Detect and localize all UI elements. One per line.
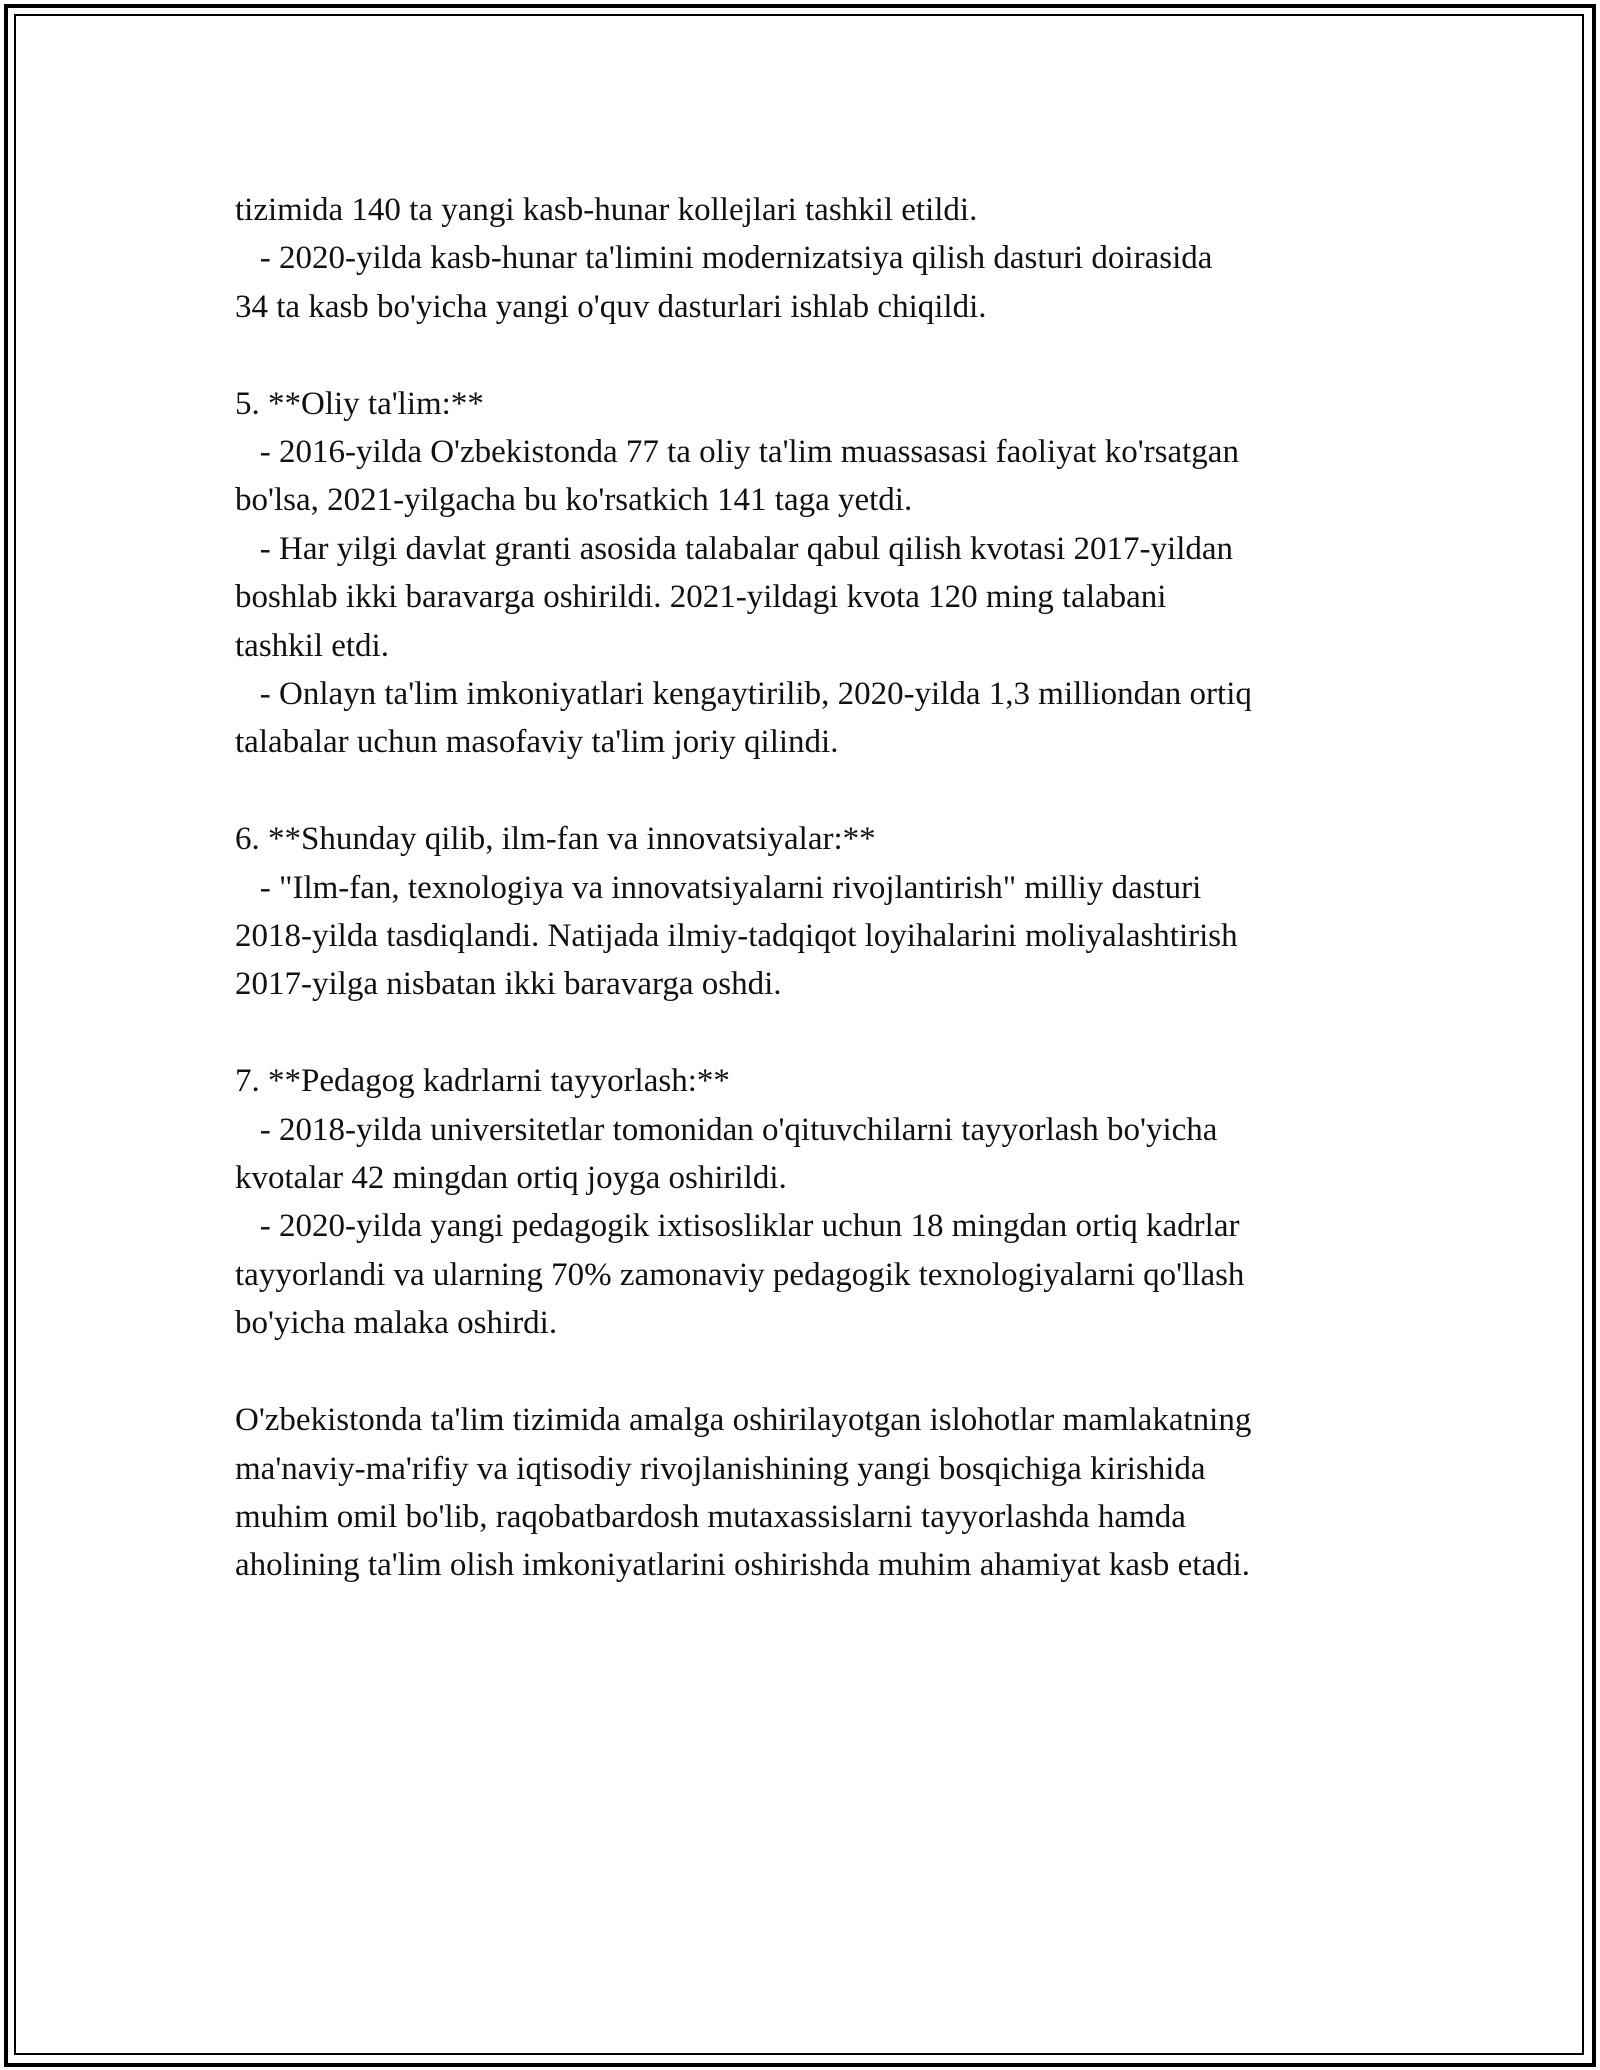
section-oliy-talim [235,380,1415,767]
text-line: 2018-yilda tasdiqlandi. Natijada ilmiy-tadqiqot loyihalarini moliyalashtirish [235,918,1238,955]
text-line: 34 ta kasb bo'yicha yangi o'quv dasturlari ishlab chiqildi. [235,288,987,325]
section-heading: 5. **Oliy ta'lim:** [235,385,484,422]
text-line: - 2018-yilda universitetlar tomonidan o'qituvchilarni tayyorlash bo'yicha [235,1111,1218,1148]
text-line: - 2016-yilda O'zbekistonda 77 ta oliy ta'lim muassasasi faoliyat ko'rsatgan [235,434,1239,471]
text-line: ma'naviy-ma'rifiy va iqtisodiy rivojlanishining yangi bosqichiga kirishida [235,1450,1206,1487]
intro-paragraph [235,186,1415,331]
text-line: boshlab ikki baravarga oshirildi. 2021-yildagi kvota 120 ming talabani [235,579,1167,616]
text-line: bo'yicha malaka oshirdi. [235,1305,558,1342]
text-line: 2017-yilga nisbatan ikki baravarga oshdi. [235,966,782,1003]
conclusion-paragraph [235,1396,1415,1590]
section-ilm-fan [235,815,1415,1009]
text-line: tizimida 140 ta yangi kasb-hunar kollejlari tashkil etildi. [235,192,978,228]
document-body [235,186,1415,1590]
section-heading: 6. **Shunday qilib, ilm-fan va innovatsiyalar:** [235,821,876,858]
text-line: O'zbekistonda ta'lim tizimida amalga oshirilayotgan islohotlar mamlakatning [235,1402,1252,1439]
text-line: - Onlayn ta'lim imkoniyatlari kengaytirilib, 2020-yilda 1,3 milliondan ortiq [235,676,1252,713]
text-line: - "Ilm-fan, texnologiya va innovatsiyalarni rivojlantirish" milliy dasturi [235,869,1202,906]
text-line: tayyorlandi va ularning 70% zamonaviy pedagogik texnologiyalarni qo'llash [235,1256,1245,1293]
text-line: - 2020-yilda yangi pedagogik ixtisosliklar uchun 18 mingdan ortiq kadrlar [235,1208,1240,1245]
text-line: muhim omil bo'lib, raqobatbardosh mutaxassislarni tayyorlashda hamda [235,1498,1186,1535]
text-line: talabalar uchun masofaviy ta'lim joriy qilindi. [235,724,839,761]
section-heading: 7. **Pedagog kadrlarni tayyorlash:** [235,1063,730,1100]
text-line: bo'lsa, 2021-yilgacha bu ko'rsatkich 141 taga yetdi. [235,482,913,519]
text-line: aholining ta'lim olish imkoniyatlarini oshirishda muhim ahamiyat kasb etadi. [235,1547,1251,1584]
section-pedagog-kadrlar [235,1057,1415,1347]
text-line: kvotalar 42 mingdan ortiq joyga oshirildi. [235,1160,787,1197]
text-line: - Har yilgi davlat granti asosida talabalar qabul qilish kvotasi 2017-yildan [235,530,1234,567]
text-line: tashkil etdi. [235,627,389,664]
text-line: - 2020-yilda kasb-hunar ta'limini modernizatsiya qilish dasturi doirasida [235,240,1213,277]
